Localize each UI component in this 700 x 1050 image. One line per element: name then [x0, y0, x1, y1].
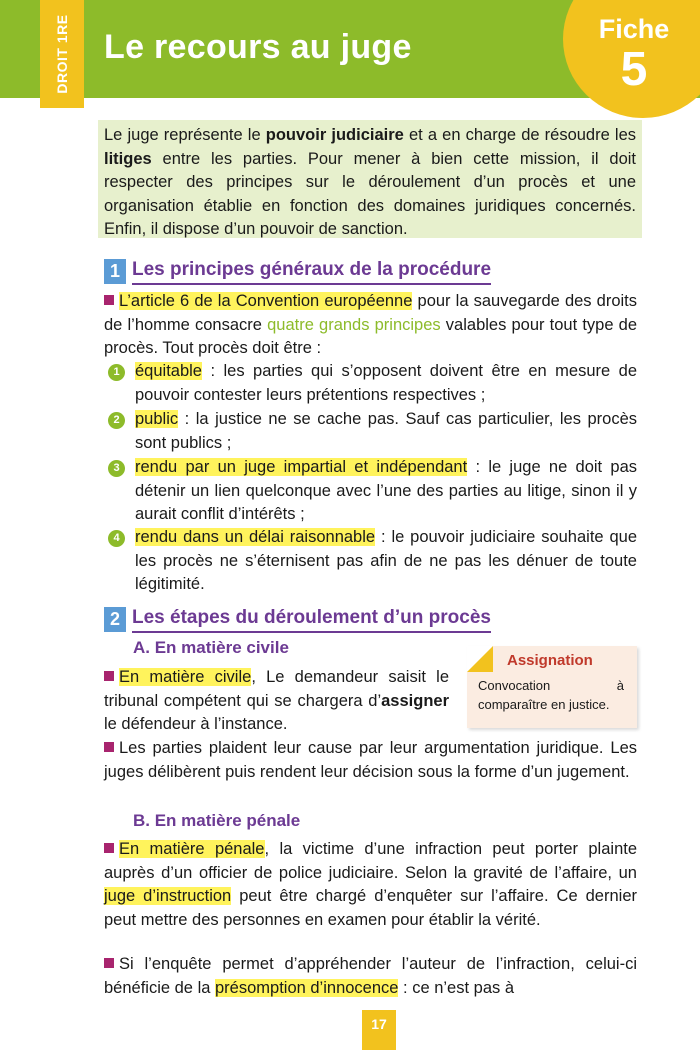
square-bullet-icon — [104, 843, 114, 853]
subheading-penal: B. En matière pénale — [133, 811, 301, 830]
page-title: Le recours au juge — [104, 28, 412, 66]
number-circle-icon: 3 — [108, 460, 125, 477]
section-1-heading — [104, 258, 491, 285]
intro-box: Le juge représente le pouvoir judiciaire et a en charge de résoudre les litiges entre les parties. Pour mener à bien cette mission, il doit respecter des principes sur le déroulement d’un procès et une organisation établie en fonction des domaines juridiques concernés. Enfin, il dispose d’un pouvoir de sanction. — [98, 120, 642, 238]
number-circle-icon: 4 — [108, 530, 125, 547]
section-1-title: Les principes généraux de la procédure — [132, 258, 491, 285]
folded-corner-icon — [467, 646, 493, 672]
square-bullet-icon — [104, 671, 114, 681]
fiche-label: Fiche — [598, 14, 670, 44]
section-1-number: 1 — [104, 259, 126, 284]
page-number: 17 — [362, 1010, 396, 1050]
penal-paragraph-1: En matière pénale, la victime d’une infraction peut porter plainte auprès d’un officier de police judiciaire. Selon la gravité de l’affaire, un juge d’instruction peut être chargé d’enquêter sur l’affaire. Ce dernier peut mettre des personnes en examen pour établir la vérité. — [104, 840, 638, 929]
section-2-number: 2 — [104, 607, 126, 632]
subheading-civil: A. En matière civile — [133, 638, 289, 657]
section-1-intro: L’article 6 de la Convention européenne pour la sauvegarde des droits de l’homme consacre quatre grands principes valables pour tout type de procès. Tout procès doit être : — [104, 292, 638, 357]
definition-title: Assignation — [507, 652, 593, 669]
subject-tab — [40, 0, 84, 108]
penal-paragraph-2: Si l’enquête permet d’appréhender l’auteur de l’infraction, celui-ci bénéficie de la présomption d’innocence : ce n’est pas à — [104, 955, 637, 997]
section-2-heading — [104, 606, 491, 633]
civil-paragraph-1: En matière civile, Le demandeur saisit le tribunal compétent qui se chargera d’assigner le défendeur à l’instance. — [104, 668, 450, 733]
civil-paragraph-2: Les parties plaident leur cause par leur argumentation juridique. Les juges délibèrent puis rendent leur décision sous la forme d’un jugement. — [104, 739, 637, 781]
principle-item-1: 1 équitable : les parties qui s’opposent doivent être en mesure de pouvoir contester leurs prétentions respectives ; — [108, 360, 637, 407]
principle-item-2: 2 public : la justice ne se cache pas. Sauf cas particulier, les procès sont publics ; — [108, 408, 637, 455]
fiche-number: 5 — [620, 43, 648, 96]
definition-text: Convocation à comparaître en justice. — [478, 678, 624, 712]
square-bullet-icon — [104, 958, 114, 968]
principle-item-4: 4 rendu dans un délai raisonnable : le pouvoir judiciaire souhaite que les procès ne s’éternisent pas afin de ne pas les dénuer de toute légitimité. — [108, 526, 637, 597]
number-circle-icon: 2 — [108, 412, 125, 429]
square-bullet-icon — [104, 295, 114, 305]
principle-item-3: 3 rendu par un juge impartial et indépendant : le juge ne doit pas détenir un lien quelconque avec l’une des parties au litige, sinon il y aurait conflit d’intérêts ; — [108, 456, 637, 527]
subject-tab-label: DROIT 1RE — [54, 14, 70, 94]
number-circle-icon: 1 — [108, 364, 125, 381]
section-2-title: Les étapes du déroulement d’un procès — [132, 606, 491, 633]
square-bullet-icon — [104, 742, 114, 752]
